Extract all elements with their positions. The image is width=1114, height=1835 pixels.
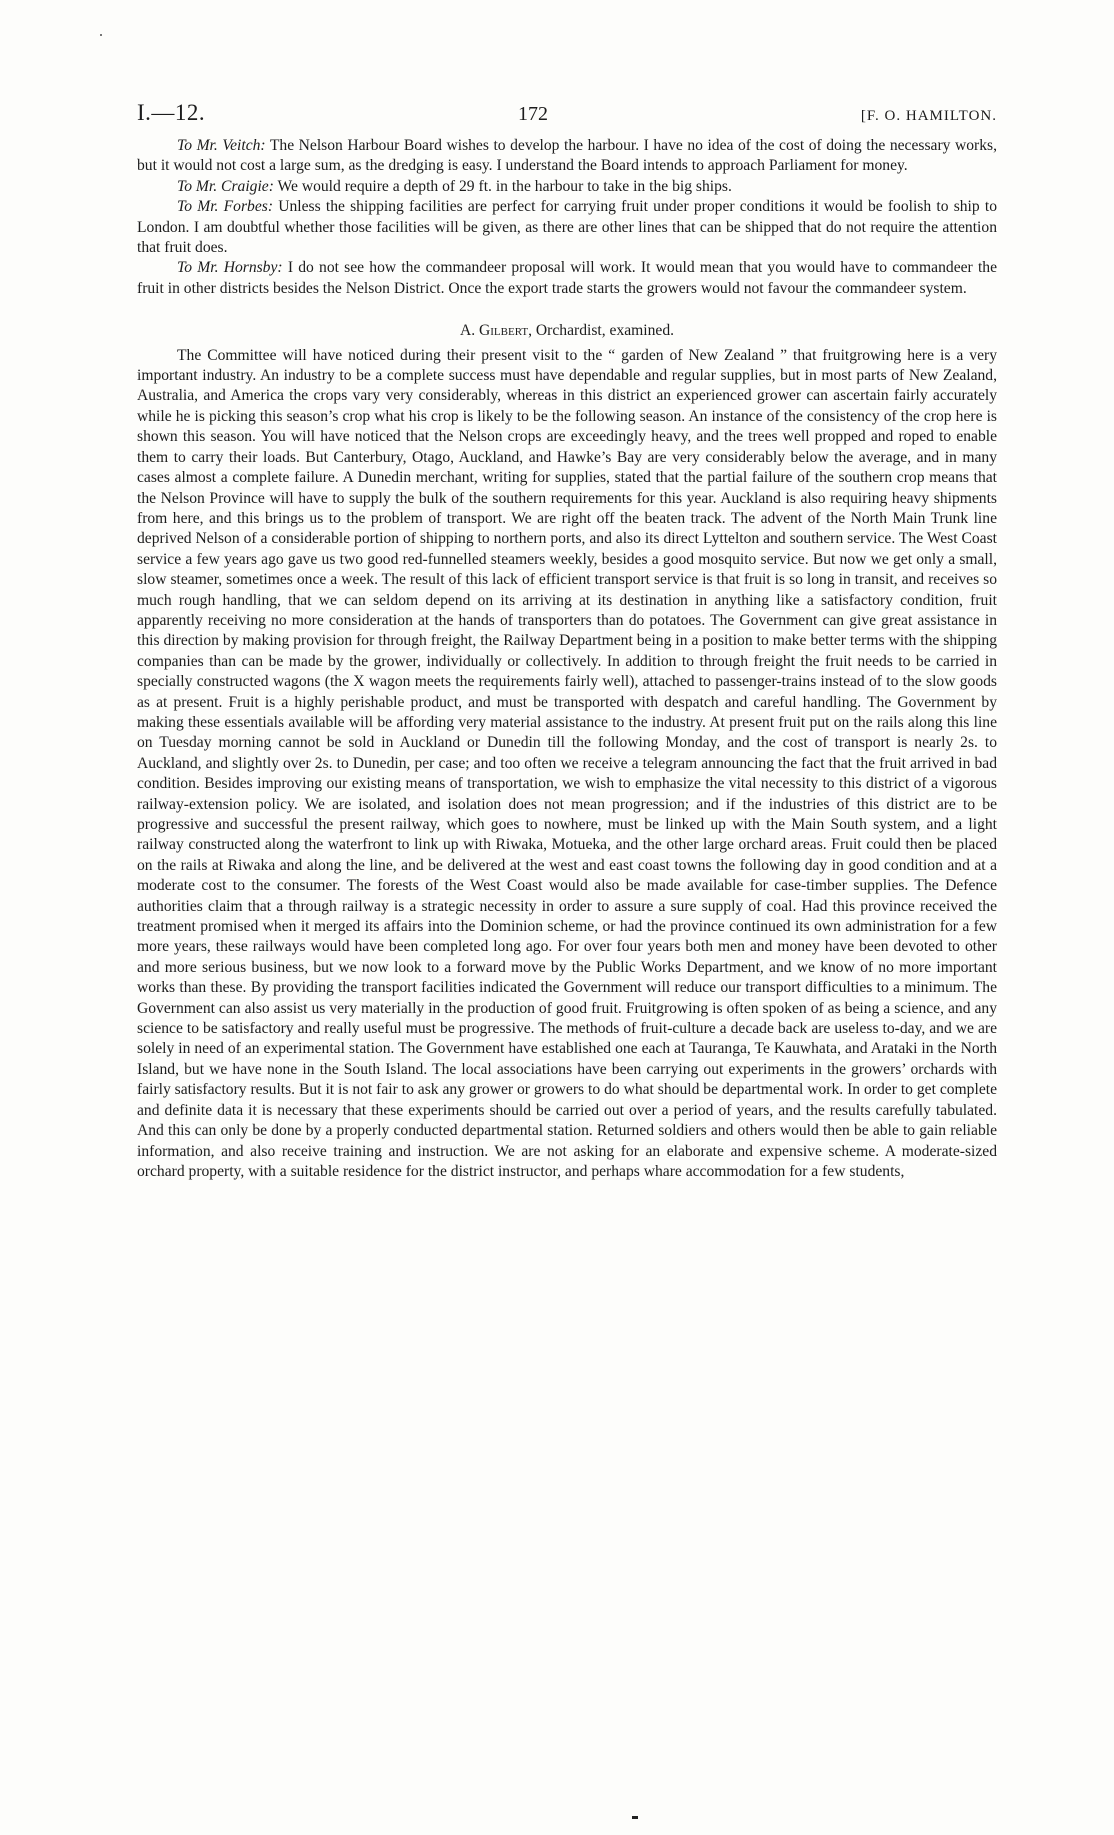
qa-answer: We would require a depth of 29 ft. in the harbour to take in the big ships. xyxy=(277,177,732,195)
qa-answer: I do not see how the commandeer proposal will work. It would mean that you would have to commandeer the fruit in other districts besides the Nelson District. Once the export trade starts the growers would not favour the commandeer system. xyxy=(137,259,997,297)
qa-addressee: To Mr. Veitch: xyxy=(177,137,266,154)
page-footer-mark xyxy=(632,1816,638,1819)
page-number: 172 xyxy=(518,103,549,125)
paper-number: I.—12. xyxy=(137,100,206,125)
witness-role: , Orchardist, examined. xyxy=(528,322,675,340)
qa-answer: Unless the shipping facilities are perfect for carrying fruit under proper conditions it would be foolish to ship to London. I am doubtful whether those facilities will be given, as there are other lines that can be shipped that do not require the attention that fruit does. xyxy=(137,198,998,257)
witness-header: [F. O. HAMILTON. xyxy=(860,108,997,124)
qa-answer: The Nelson Harbour Board wishes to develop the harbour. I have no idea of the cost of doing the necessary works, but it would not cost a large sum, as the dredging is easy. I understand the Board intends to approach Parliament for money. xyxy=(137,137,997,175)
qa-addressee: To Mr. Forbes: xyxy=(177,198,274,216)
qa-paragraph xyxy=(137,136,997,177)
qa-addressee: To Mr. Hornsby: xyxy=(177,259,283,277)
qa-addressee: To Mr. Craigie: xyxy=(177,177,274,195)
scan-speck xyxy=(100,34,102,36)
qa-paragraph xyxy=(137,177,997,197)
qa-paragraph xyxy=(137,258,997,299)
page-header xyxy=(137,100,997,136)
qa-paragraph xyxy=(137,197,997,258)
testimony-paragraph: The Committee will have noticed during their present visit to the “ garden of New Zealand ” that fruitgrowing here is a very important industry. An industry to be a complete success must have dependable and regular supplies, but in most parts of New Zealand, Australia, and America the crops vary very considerably, whereas in this district an experienced grower can ascertain fairly accurately while he is picking this season’s crop what his crop is likely to be the following season. An instance of the consistency of the crop here is shown this season. You will have noticed that the Nelson crops are exceedingly heavy, and the trees well propped and roped to enable them to carry their loads. But Canterbury, Otago, Auckland, and Hawke’s Bay are very considerably below the average, and in many cases almost a complete failure. A Dunedin merchant, writing for supplies, stated that the partial failure of the southern crop means that the Nelson Province will have to supply the bulk of the southern requirements for this year. Auckland is also requiring heavy shipments from here, and this brings us to the problem of transport. We are right off the beaten track. The advent of the North Main Trunk line deprived Nelson of a considerable portion of shipping to northern ports, and also its direct Lyttelton and southern service. The West Coast service a few years ago gave us two good red-funnelled steamers weekly, besides a good mosquito service. But now we get only a small, slow steamer, sometimes once a week. The result of this lack of efficient transport service is that fruit is so long in transit, and receives so much rough handling, that we can seldom depend on its arriving at its destination in anything like a satisfactory condition, fruit apparently receiving no more consideration at the hands of transporters than do potatoes. The Government can give great assistance in this direction by making provision for through freight, the Railway Department being in a position to make better terms with the shipping companies than can be made by the grower, individually or collectively. In addition to through freight the fruit needs to be carried in specially constructed wagons (the X wagon meets the requirements fairly well), attached to passenger-trains instead of to the slow goods as at present. Fruit is a highly perishable product, and must be transported with despatch and careful handling. The Government by making these essentials available will be affording very material assistance to the industry. At present fruit put on the rails along this line on Tuesday morning cannot be sold in Auckland or Dunedin till the following Monday, and the cost of transport is nearly 2s. to Auckland, and slightly over 2s. to Dunedin, per case; and too often we receive a telegram announcing the fact that the fruit arrived in bad condition. Besides improving our existing means of transportation, we wish to emphasize the vital necessity to this district of a vigorous railway-extension policy. We are isolated, and isolation does not mean progression; and if the industries of this district are to be progressive and successful the present railway, which goes to nowhere, must be linked up with the Main South system, and a light railway constructed along the waterfront to link up with Riwaka, Motueka, and the other large orchard areas. Fruit could then be placed on the rails at Riwaka and along the line, and be delivered at the west and east coast towns the following day in good condition and at a moderate cost to the consumer. The forests of the West Coast would also be made available for case-timber supplies. The Defence authorities claim that a through railway is a strategic necessity in order to assure a sure supply of coal. Had this province received the treatment promised when it merged its affairs into the Dominion scheme, or had the province continued its own administration for a few more years, these railways would have been completed long ago. For over four years both men and money have been devoted to other and more serious business, but we now look to a forward move by the Public Works Department, and we know of no more important works than these. By providing the transport facilities indicated the Government will reduce our transport difficulties to a minimum. The Government can also assist us very materially in the production of good fruit. Fruitgrowing is often spoken of as being a science, and any science to be satisfactory and really useful must be progressive. The methods of fruit-culture a decade back are useless to-day, and we are solely in need of an experimental station. The Government have established one each at Tauranga, Te Kauwhata, and Arataki in the North Island, but we have none in the South Island. The local associations have been carrying out experiments in the growers’ orchards with fairly satisfactory results. But it is not fair to ask any grower or growers to do what should be departmental work. In order to get complete and definite data it is necessary that these experiments should be carried out over a period of years, and the results carefully tabulated. And this can only be done by a properly conducted departmental station. Returned soldiers and others would then be able to gain reliable information, and also receive training and instruction. We are not asking for an elaborate and expensive scheme. A moderate-sized orchard property, with a suitable residence for the district instructor, and perhaps whare accommodation for a few students, xyxy=(137,346,997,1180)
document-body xyxy=(137,136,997,1182)
document-page xyxy=(137,100,997,1182)
witness-heading xyxy=(137,321,997,341)
witness-name: A. Gilbert xyxy=(459,322,529,340)
